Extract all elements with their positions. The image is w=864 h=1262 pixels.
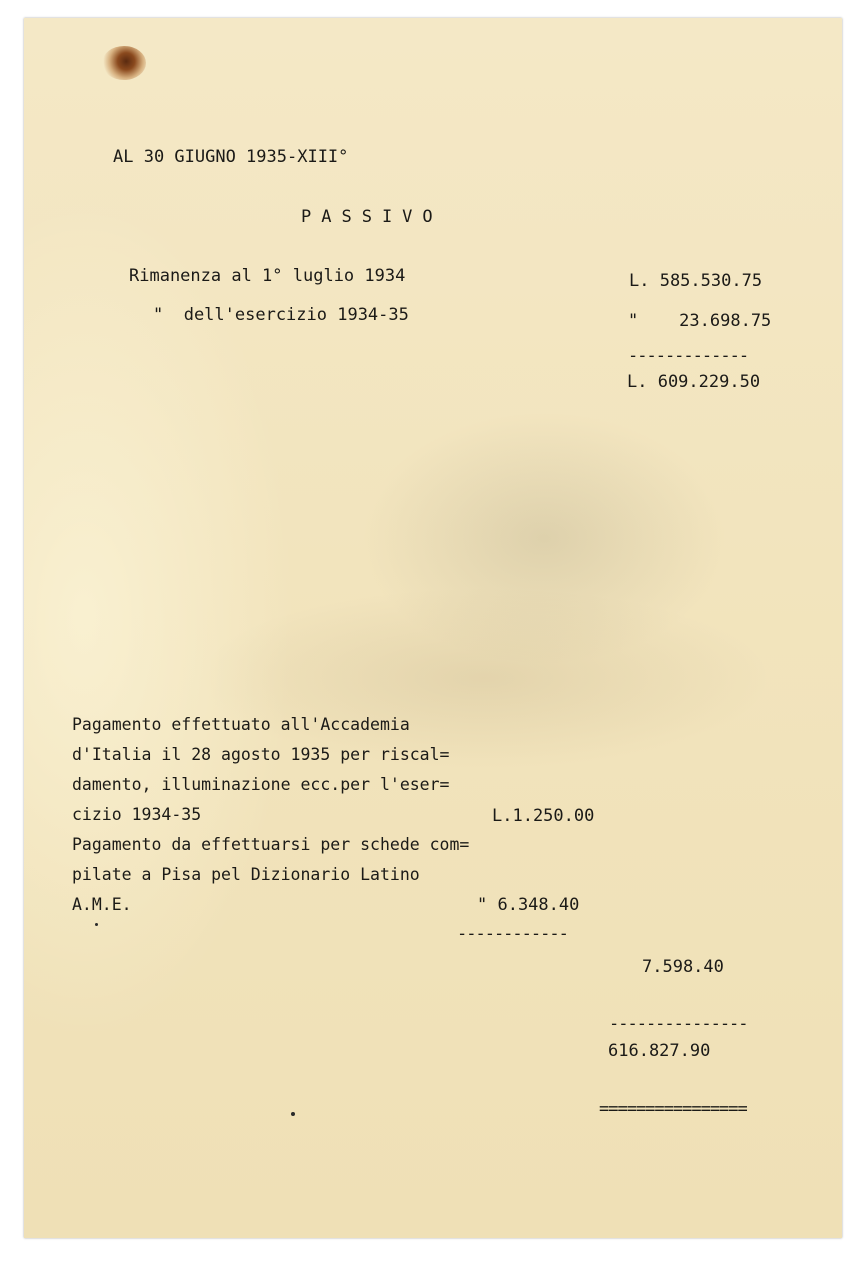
payment-description-line: cizio 1934-35	[72, 805, 202, 824]
balance-total: L. 609.229.50	[627, 372, 761, 392]
balance-label-1: Rimanenza al 1° luglio 1934	[129, 266, 406, 286]
grand-total: 616.827.90	[608, 1041, 711, 1061]
payment-description-line: A.M.E.	[72, 895, 132, 914]
payment-description-line: pilate a Pisa pel Dizionario Latino	[72, 865, 420, 884]
payment-description-line: Pagamento da effettuarsi per schede com=	[72, 835, 470, 854]
document-page	[24, 18, 842, 1238]
balance-amount-2: " 23.698.75	[628, 311, 772, 331]
date-heading: AL 30 GIUGNO 1935-XIII°	[113, 147, 349, 167]
payment-sum-rule: ------------	[457, 924, 568, 944]
payment-subtotal: 7.598.40	[642, 957, 724, 977]
balance-label-2: " dell'esercizio 1934-35	[153, 305, 409, 325]
ink-dot	[291, 1112, 295, 1116]
total-rule: ---------------	[609, 1014, 748, 1034]
payment-description-line: damento, illuminazione ecc.per l'eser=	[72, 775, 450, 794]
balance-amount-1: L. 585.530.75	[629, 271, 763, 291]
section-title: PASSIVO	[301, 207, 443, 227]
payment-description-line: Pagamento effettuato all'Accademia	[72, 715, 410, 734]
payment-amount-1: L.1.250.00	[492, 806, 595, 826]
payment-description-line: d'Italia il 28 agosto 1935 per riscal=	[72, 745, 450, 764]
sum-rule: -------------	[628, 346, 749, 366]
payment-amount-2: " 6.348.40	[477, 895, 580, 915]
ink-dot	[95, 923, 98, 926]
closing-double-rule: ================	[599, 1099, 747, 1119]
rust-stain	[102, 46, 146, 80]
